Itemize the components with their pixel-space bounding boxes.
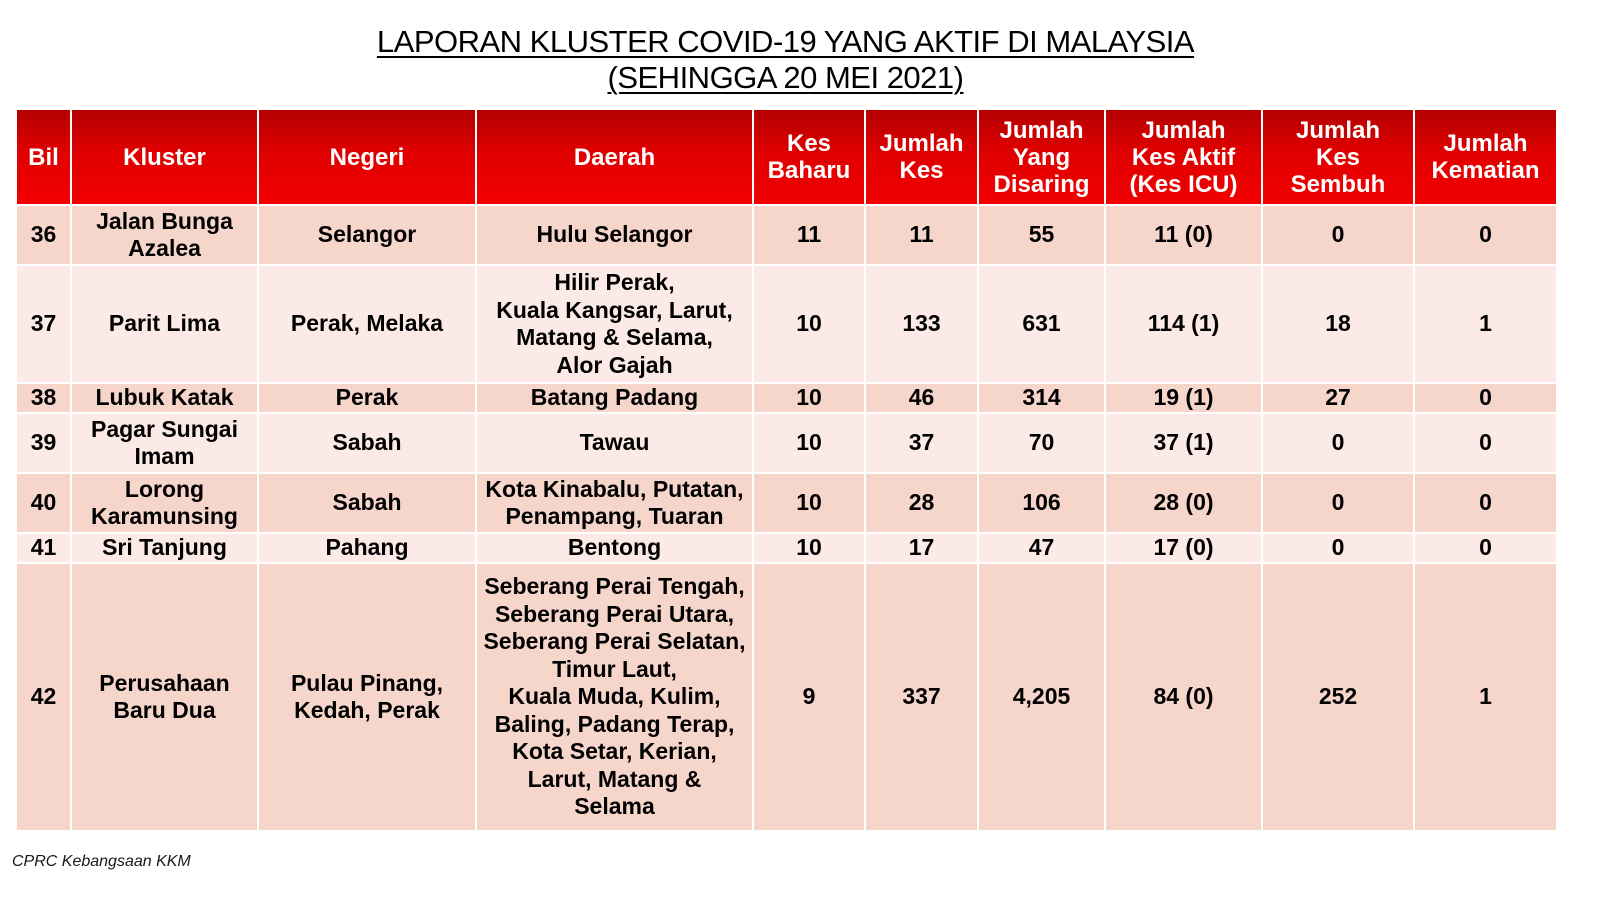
cell-daerah: Kota Kinabalu, Putatan, Penampang, Tuaran bbox=[476, 473, 753, 533]
cell-jumlah-kes-sembuh: 0 bbox=[1262, 413, 1414, 473]
cell-jumlah-kematian: 1 bbox=[1414, 265, 1557, 383]
cell-kluster: Lubuk Katak bbox=[71, 383, 258, 413]
cell-kes-baharu: 10 bbox=[753, 473, 865, 533]
cell-jumlah-yang-disaring: 47 bbox=[978, 533, 1105, 563]
column-header-jumlah-yang-disaring: Jumlah Yang Disaring bbox=[978, 109, 1105, 205]
cell-daerah: Hulu Selangor bbox=[476, 205, 753, 265]
cell-kluster: Parit Lima bbox=[71, 265, 258, 383]
cell-jumlah-kes: 133 bbox=[865, 265, 978, 383]
cell-jumlah-yang-disaring: 106 bbox=[978, 473, 1105, 533]
column-header-jumlah-kes: Jumlah Kes bbox=[865, 109, 978, 205]
cell-bil: 39 bbox=[16, 413, 71, 473]
cell-daerah: Tawau bbox=[476, 413, 753, 473]
cell-kluster: Pagar Sungai Imam bbox=[71, 413, 258, 473]
cell-daerah: Seberang Perai Tengah, Seberang Perai Utara, Seberang Perai Selatan, Timur Laut, Kuala Muda, Kulim, Baling, Padang Terap, Kota Setar, Kerian, Larut, Matang & Selama bbox=[476, 563, 753, 831]
cell-jumlah-kematian: 0 bbox=[1414, 533, 1557, 563]
column-header-bil: Bil bbox=[16, 109, 71, 205]
cell-bil: 38 bbox=[16, 383, 71, 413]
cell-jumlah-yang-disaring: 631 bbox=[978, 265, 1105, 383]
cell-jumlah-kematian: 1 bbox=[1414, 563, 1557, 831]
cell-kluster: Lorong Karamunsing bbox=[71, 473, 258, 533]
cell-bil: 37 bbox=[16, 265, 71, 383]
header-row bbox=[16, 109, 1557, 205]
column-header-kluster: Kluster bbox=[71, 109, 258, 205]
cell-kluster: Perusahaan Baru Dua bbox=[71, 563, 258, 831]
cell-jumlah-kematian: 0 bbox=[1414, 413, 1557, 473]
source-note: CPRC Kebangsaan KKM bbox=[12, 853, 191, 870]
cell-bil: 36 bbox=[16, 205, 71, 265]
report-title bbox=[0, 24, 1571, 96]
cell-jumlah-kes: 28 bbox=[865, 473, 978, 533]
cell-negeri: Perak bbox=[258, 383, 476, 413]
cell-bil: 42 bbox=[16, 563, 71, 831]
cell-jumlah-kes-sembuh: 252 bbox=[1262, 563, 1414, 831]
cell-jumlah-kes-aktif: 84 (0) bbox=[1105, 563, 1262, 831]
cell-jumlah-yang-disaring: 4,205 bbox=[978, 563, 1105, 831]
cell-jumlah-kes-aktif: 37 (1) bbox=[1105, 413, 1262, 473]
cell-negeri: Sabah bbox=[258, 413, 476, 473]
cell-jumlah-kes: 17 bbox=[865, 533, 978, 563]
table-row bbox=[16, 265, 1557, 383]
table-header bbox=[16, 109, 1557, 205]
table-row bbox=[16, 383, 1557, 413]
table-row bbox=[16, 473, 1557, 533]
cell-kes-baharu: 10 bbox=[753, 383, 865, 413]
cell-jumlah-kes-aktif: 17 (0) bbox=[1105, 533, 1262, 563]
column-header-kes-baharu: Kes Baharu bbox=[753, 109, 865, 205]
cell-jumlah-kematian: 0 bbox=[1414, 473, 1557, 533]
column-header-jumlah-kes-aktif: Jumlah Kes Aktif (Kes ICU) bbox=[1105, 109, 1262, 205]
cell-kes-baharu: 9 bbox=[753, 563, 865, 831]
cell-kes-baharu: 10 bbox=[753, 413, 865, 473]
report-title-line2: (SEHINGGA 20 MEI 2021) bbox=[607, 60, 964, 95]
cell-jumlah-kes-sembuh: 27 bbox=[1262, 383, 1414, 413]
table-row bbox=[16, 563, 1557, 831]
cell-jumlah-kes-sembuh: 0 bbox=[1262, 205, 1414, 265]
cell-negeri: Pulau Pinang, Kedah, Perak bbox=[258, 563, 476, 831]
cell-jumlah-yang-disaring: 70 bbox=[978, 413, 1105, 473]
cell-daerah: Batang Padang bbox=[476, 383, 753, 413]
cell-jumlah-kes: 46 bbox=[865, 383, 978, 413]
cell-jumlah-kes-sembuh: 18 bbox=[1262, 265, 1414, 383]
cell-negeri: Sabah bbox=[258, 473, 476, 533]
column-header-jumlah-kematian: Jumlah Kematian bbox=[1414, 109, 1557, 205]
cell-kluster: Jalan Bunga Azalea bbox=[71, 205, 258, 265]
cell-jumlah-kes: 37 bbox=[865, 413, 978, 473]
report-title-line1: LAPORAN KLUSTER COVID-19 YANG AKTIF DI MALAYSIA bbox=[376, 24, 1195, 59]
cell-jumlah-kes-aktif: 19 (1) bbox=[1105, 383, 1262, 413]
cell-kes-baharu: 10 bbox=[753, 533, 865, 563]
cell-jumlah-kes: 337 bbox=[865, 563, 978, 831]
cell-jumlah-kes-aktif: 11 (0) bbox=[1105, 205, 1262, 265]
cell-negeri: Pahang bbox=[258, 533, 476, 563]
table-row bbox=[16, 533, 1557, 563]
cell-bil: 40 bbox=[16, 473, 71, 533]
cell-kluster: Sri Tanjung bbox=[71, 533, 258, 563]
cell-kes-baharu: 10 bbox=[753, 265, 865, 383]
cell-negeri: Perak, Melaka bbox=[258, 265, 476, 383]
cluster-table bbox=[15, 108, 1558, 832]
cell-jumlah-kes-sembuh: 0 bbox=[1262, 533, 1414, 563]
cell-daerah: Bentong bbox=[476, 533, 753, 563]
column-header-jumlah-kes-sembuh: Jumlah Kes Sembuh bbox=[1262, 109, 1414, 205]
cell-jumlah-kes-aktif: 28 (0) bbox=[1105, 473, 1262, 533]
cell-jumlah-yang-disaring: 314 bbox=[978, 383, 1105, 413]
table-row bbox=[16, 205, 1557, 265]
cell-jumlah-kes-sembuh: 0 bbox=[1262, 473, 1414, 533]
column-header-negeri: Negeri bbox=[258, 109, 476, 205]
cell-jumlah-kematian: 0 bbox=[1414, 383, 1557, 413]
cell-jumlah-kes: 11 bbox=[865, 205, 978, 265]
cell-daerah: Hilir Perak, Kuala Kangsar, Larut, Matang & Selama, Alor Gajah bbox=[476, 265, 753, 383]
cell-jumlah-kes-aktif: 114 (1) bbox=[1105, 265, 1262, 383]
cell-jumlah-kematian: 0 bbox=[1414, 205, 1557, 265]
table-row bbox=[16, 413, 1557, 473]
cell-jumlah-yang-disaring: 55 bbox=[978, 205, 1105, 265]
column-header-daerah: Daerah bbox=[476, 109, 753, 205]
cell-negeri: Selangor bbox=[258, 205, 476, 265]
cell-kes-baharu: 11 bbox=[753, 205, 865, 265]
cell-bil: 41 bbox=[16, 533, 71, 563]
table-body bbox=[16, 205, 1557, 831]
